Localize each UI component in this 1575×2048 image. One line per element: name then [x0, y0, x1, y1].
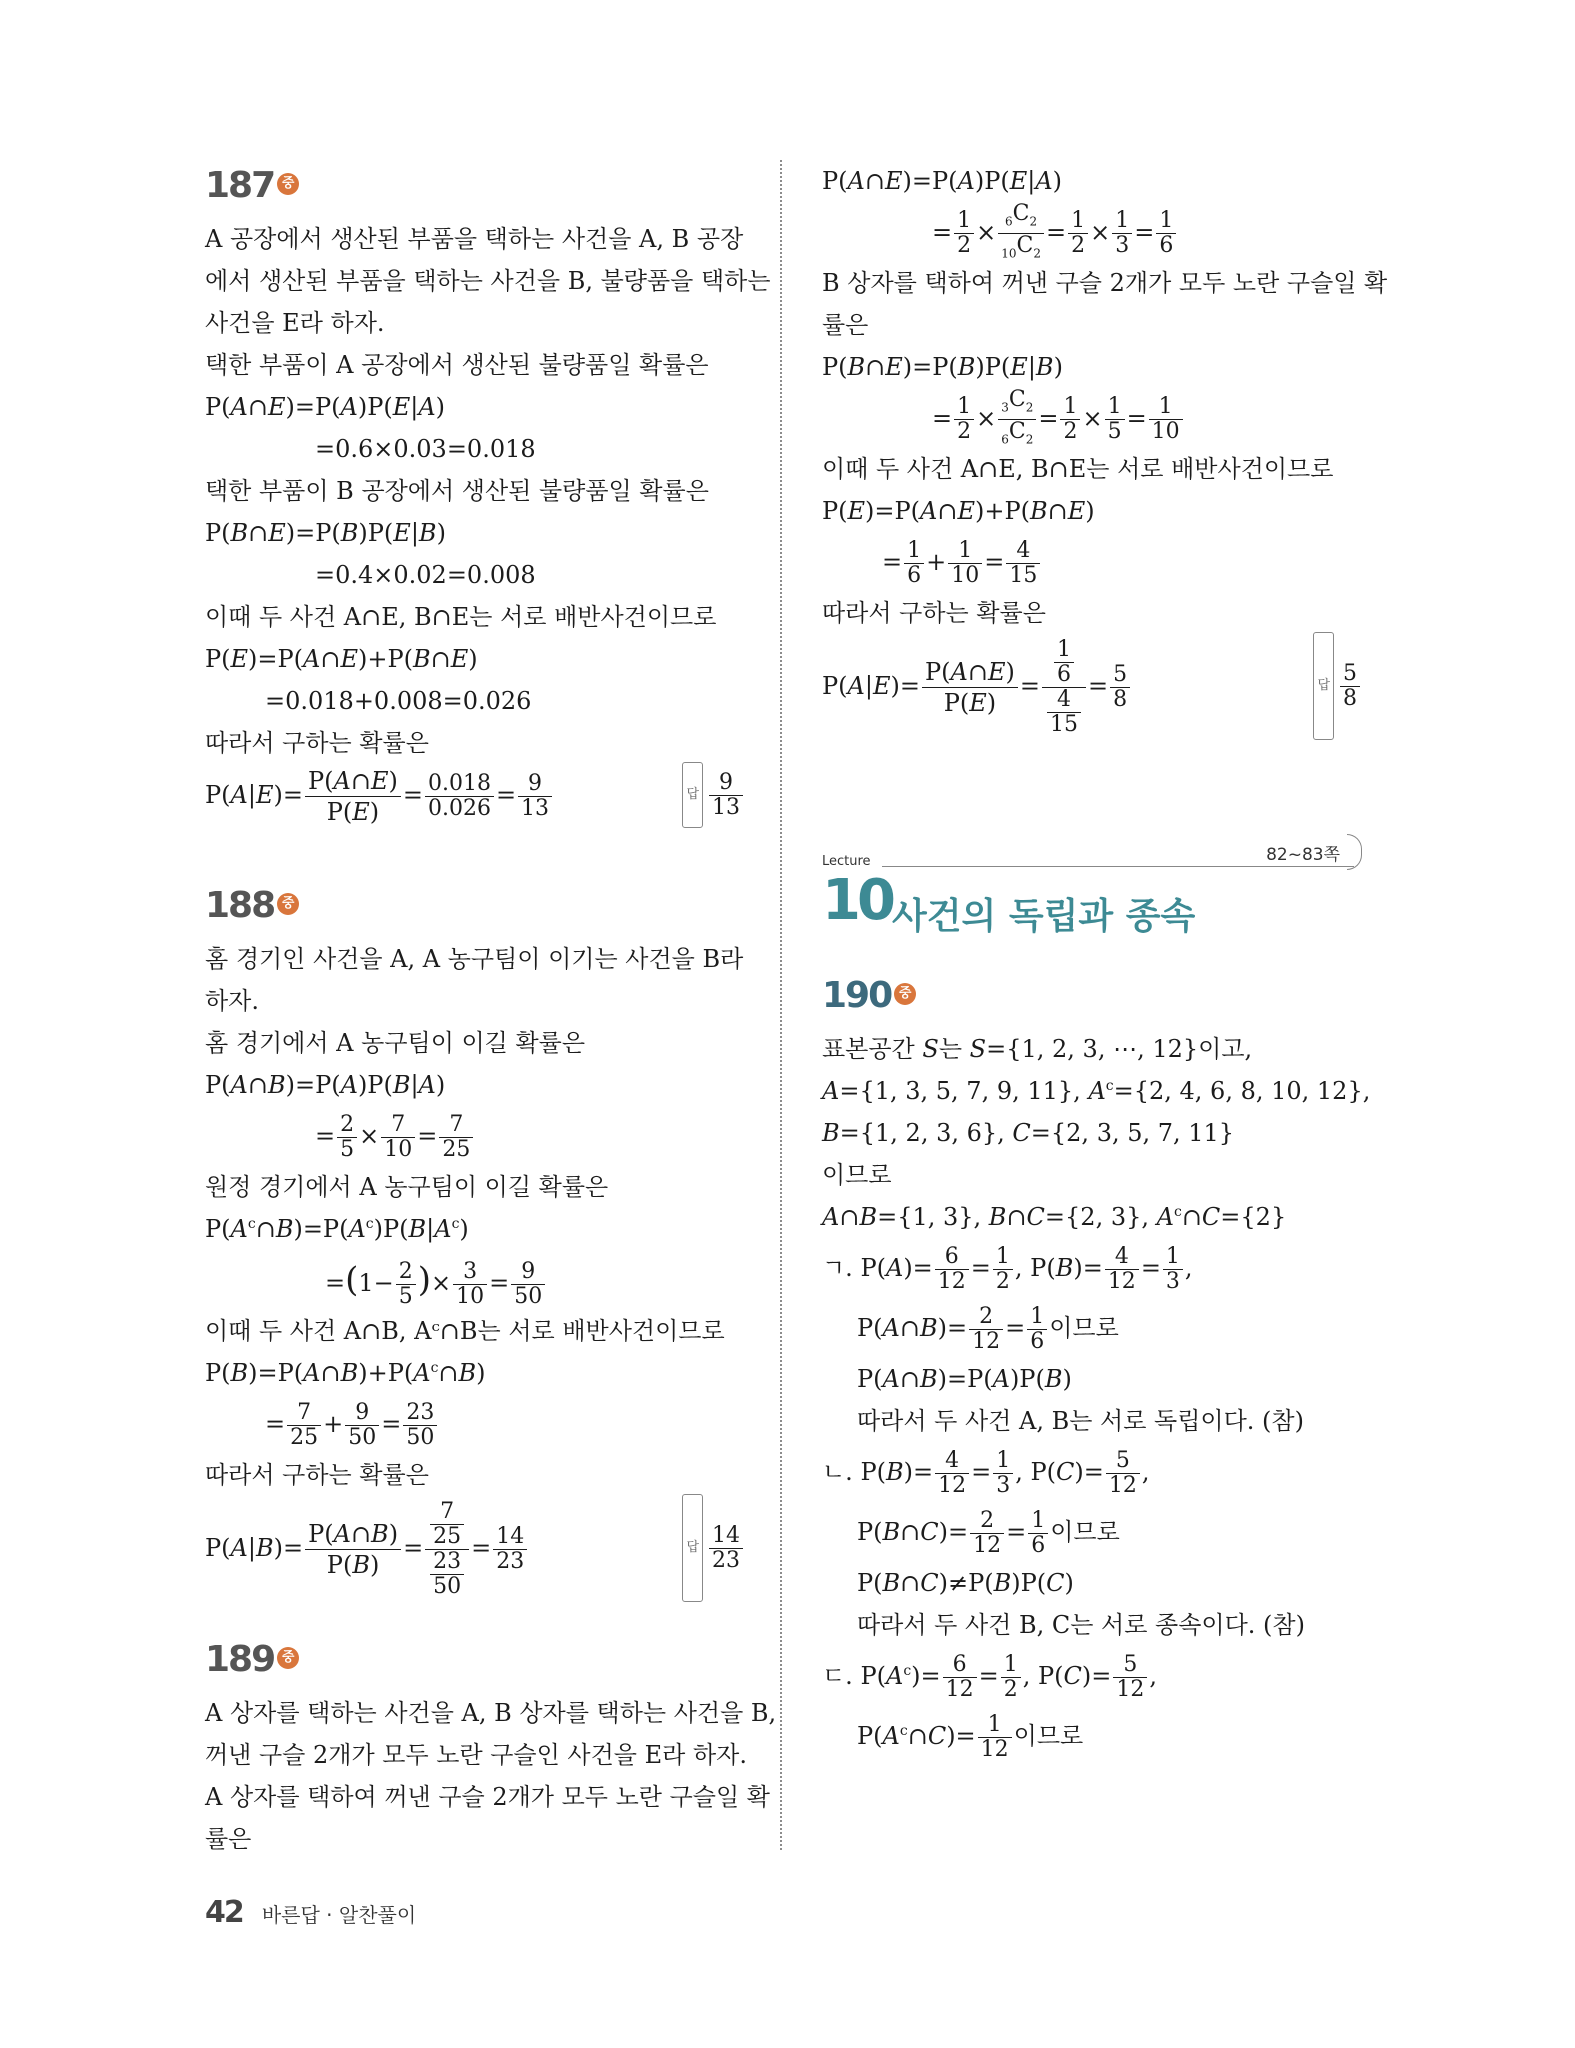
math-line: A={1, 3, 5, 7, 9, 11}, $A^c=\{2$, 4, 6, 8, 10, 12}, — [822, 1077, 1371, 1105]
text-line: A 상자를 택하는 사건을 A, B 상자를 택하는 사건을 B, — [205, 1699, 777, 1727]
math-line: $P(A^c\cap B)=P(A^c)P(B|A^c)$ — [205, 1215, 469, 1243]
text-line: 택한 부품이 A 공장에서 생산된 불량품일 확률은 — [205, 351, 709, 379]
math-line: P(A∩E)=P(A)P(E|A) — [822, 167, 1063, 195]
math-line: B={1, 2, 3, 6}, C={2, 3, 5, 7, 11} — [822, 1119, 1235, 1147]
page-number: 42 — [205, 1895, 243, 1930]
answer-189: 답 $\frac{5}{8}$ — [1313, 632, 1362, 740]
math-line: P(B∩C)≠P(B)P(C) — [857, 1569, 1074, 1597]
page-footer — [205, 1895, 416, 1930]
item-label-n: ㄴ. — [822, 1458, 853, 1486]
text-line: A 상자를 택하여 꺼낸 구슬 2개가 모두 노란 구슬일 확 — [205, 1783, 770, 1811]
math-line: ㄱ. P(A)= $\frac{6}{12}$ = $\frac{1}{2}$ , P(B)= $\frac{4}{12}$ = $\frac{1}{3}$ , — [822, 1244, 1193, 1294]
text-line: 따라서 두 사건 A, B는 서로 독립이다. (참) — [857, 1407, 1304, 1435]
difficulty-badge: 중 — [894, 983, 916, 1005]
math-line: P(A|E)= $\frac{P(A\cap E)}{P(E)}$ = $\frac{0.018}{0.026}$ = $\frac{9}{13}$ 답 $\frac{9}{13}$ — [205, 764, 745, 826]
math-line: = $\frac{2}{5}$ × $\frac{7}{10}$ = $\frac{7}{25}$ — [205, 1106, 745, 1166]
math-line: $P(B)=P(A\cap B)+P(A^c\cap B)$ — [205, 1359, 486, 1387]
book-title: 바른답 · 알찬풀이 — [261, 1903, 417, 1927]
text-line: A 공장에서 생산된 부품을 택하는 사건을 A, B 공장 — [205, 225, 744, 253]
math-line: =(1− $\frac{2}{5}$ )× $\frac{3}{10}$ = $\frac{9}{50}$ — [205, 1250, 745, 1310]
lecture-number: 10 — [822, 868, 892, 933]
math-line: =0.4×0.02=0.008 — [315, 561, 536, 589]
text-line: 따라서 구하는 확률은 — [205, 1461, 429, 1489]
text-line: 따라서 구하는 확률은 — [822, 599, 1046, 627]
difficulty-badge: 중 — [277, 893, 299, 915]
text-line: 률은 — [822, 311, 869, 339]
item-label-d: ㄷ. — [822, 1662, 853, 1690]
item-label-g: ㄱ. — [822, 1254, 853, 1282]
math-line: =0.018+0.008=0.026 — [265, 687, 532, 715]
difficulty-badge: 중 — [277, 1647, 299, 1669]
text-line: 택한 부품이 B 공장에서 생산된 불량품일 확률은 — [205, 477, 709, 505]
text-line: 따라서 두 사건 B, C는 서로 종속이다. (참) — [857, 1611, 1305, 1639]
math-line: = $\frac{1}{2}$ × $\frac{_3C_2}{_6C_2}$ = $\frac{1}{2}$ × $\frac{1}{5}$ = $\frac{1}{10}$ — [822, 388, 1362, 448]
difficulty-badge: 중 — [277, 173, 299, 195]
lecture-title: 사건의 독립과 종속 — [892, 896, 1196, 937]
math-line: 표본공간 S는 S={1, 2, 3, ⋯, 12}이고, — [822, 1035, 1253, 1063]
problem-number-190: 190 중 — [822, 970, 1362, 1022]
text-line: 홈 경기인 사건을 A, A 농구팀이 이기는 사건을 B라 — [205, 945, 744, 973]
problem-number-188: 188 중 — [205, 880, 745, 932]
math-line: P(E)=P(A∩E)+P(B∩E) — [205, 645, 478, 673]
text-line: B 상자를 택하여 꺼낸 구슬 2개가 모두 노란 구슬일 확 — [822, 269, 1388, 297]
lecture-word: Lecture — [822, 854, 871, 869]
math-line: P(B∩E)=P(B)P(E|B) — [822, 353, 1063, 381]
math-line: = $\frac{1}{6}$ + $\frac{1}{10}$ = $\frac{4}{15}$ — [822, 532, 1362, 592]
math-line: $P(A^c\cap C)=$ $\frac{1}{12}$ 이므로 — [857, 1712, 1084, 1762]
math-line: ㄴ. P(B)= $\frac{4}{12}$ = $\frac{1}{3}$ , P(C)= $\frac{5}{12}$ , — [822, 1448, 1150, 1498]
math-line: P(B∩C)= $\frac{2}{12}$ = $\frac{1}{6}$ 이므로 — [857, 1508, 1120, 1558]
text-line: 에서 생산된 부품을 택하는 사건을 B, 불량품을 택하는 — [205, 267, 771, 295]
text-line: 률은 — [205, 1825, 252, 1853]
math-line: = $\frac{7}{25}$ + $\frac{9}{50}$ = $\frac{23}{50}$ — [205, 1394, 745, 1454]
text-line: 꺼낸 구슬 2개가 모두 노란 구슬인 사건을 E라 하자. — [205, 1741, 747, 1769]
answer-187: 답 $\frac{9}{13}$ — [682, 762, 745, 828]
math-line: P(A|E)= $\frac{P(A\cap E)}{P(E)}$ = $\frac{\frac{1}{6}}{\frac{4}{15}}$ = $\frac{5}{8}$ 답 $\frac{5}{8}$ — [822, 634, 1362, 738]
lecture-rule — [882, 866, 1354, 867]
math-line: P(A∩B)= $\frac{2}{12}$ = $\frac{1}{6}$ 이므로 — [857, 1304, 1119, 1354]
answer-188: 답 $\frac{14}{23}$ — [682, 1494, 745, 1602]
text-line: 따라서 구하는 확률은 — [205, 729, 429, 757]
lecture-header — [822, 840, 1362, 950]
lecture-pages: 82~83쪽 — [1266, 845, 1340, 865]
math-line: =0.6×0.03=0.018 — [315, 435, 536, 463]
text-line: 하자. — [205, 987, 259, 1015]
text-line: 이때 두 사건 A∩B, Aᶜ∩B는 서로 배반사건이므로 — [205, 1317, 725, 1345]
text-line: 이때 두 사건 A∩E, B∩E는 서로 배반사건이므로 — [205, 603, 717, 631]
math-line: ㄷ. $P(A^c)=$ $\frac{6}{12}$ = $\frac{1}{2}$ , P(C)= $\frac{5}{12}$ , — [822, 1652, 1158, 1702]
math-line: P(E)=P(A∩E)+P(B∩E) — [822, 497, 1095, 525]
column-divider — [780, 160, 782, 1850]
math-line: P(A∩B)=P(A)P(B|A) — [205, 1071, 446, 1099]
lecture-bracket — [1347, 834, 1362, 870]
problem-number-187: 187 중 — [205, 160, 745, 212]
left-column — [205, 160, 777, 1860]
text-line: 홈 경기에서 A 농구팀이 이길 확률은 — [205, 1029, 586, 1057]
math-line: P(B∩E)=P(B)P(E|B) — [205, 519, 446, 547]
math-line: P(A∩B)=P(A)P(B) — [857, 1365, 1072, 1393]
text-line: 원정 경기에서 A 농구팀이 이길 확률은 — [205, 1173, 609, 1201]
math-line: A∩B={1, 3}, B∩C={2, 3}, $A^c\cap C=\{2\}$ — [822, 1203, 1287, 1231]
math-line: = $\frac{1}{2}$ × $\frac{_6C_2}{_{10}C_2}$ = $\frac{1}{2}$ × $\frac{1}{3}$ = $\frac{1}{6}$ — [822, 202, 1362, 262]
text-line: 사건을 E라 하자. — [205, 309, 385, 337]
text-line: 이때 두 사건 A∩E, B∩E는 서로 배반사건이므로 — [822, 455, 1334, 483]
right-column — [822, 160, 1388, 1766]
math-line: P(A|B)= $\frac{P(A\cap B)}{P(B)}$ = $\frac{\frac{7}{25}}{\frac{23}{50}}$ = $\frac{14}{23}$ 답 $\frac{14}{23}$ — [205, 1496, 745, 1600]
math-line: P(A∩E)=P(A)P(E|A) — [205, 393, 446, 421]
text-line: 이므로 — [822, 1161, 892, 1189]
problem-number-189: 189 중 — [205, 1634, 745, 1686]
